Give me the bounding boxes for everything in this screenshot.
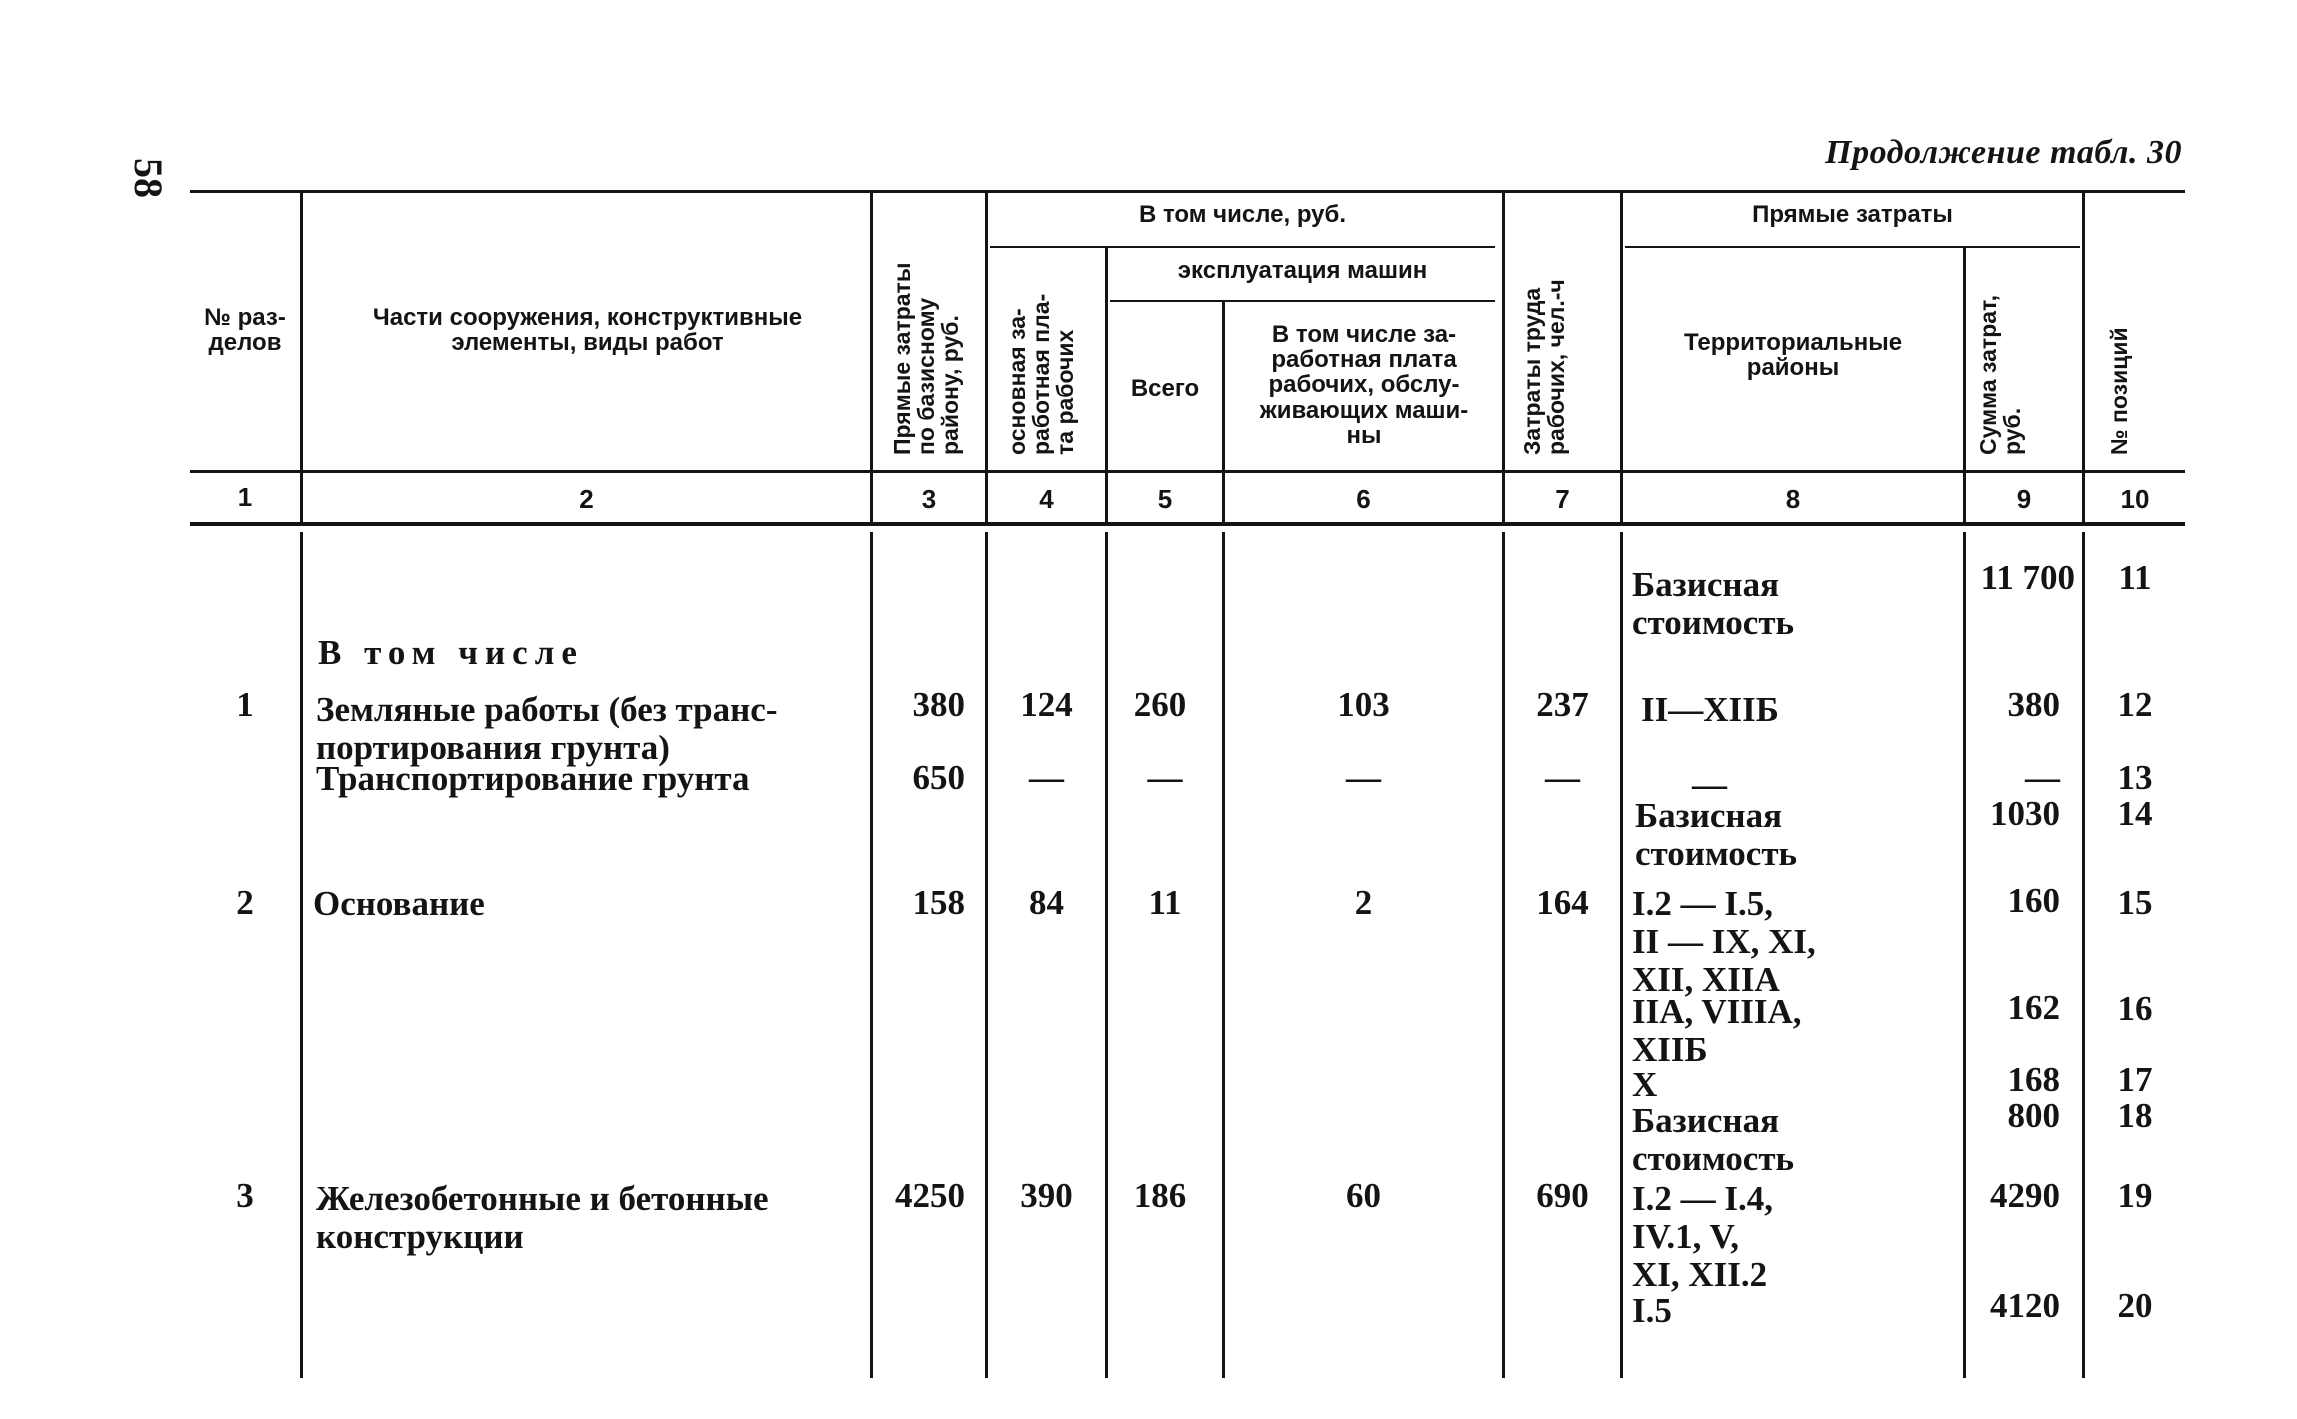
row-work-part: Железобетонные и бетонные конструкции bbox=[316, 1179, 769, 1256]
row-sum: 168 bbox=[2007, 1060, 2060, 1099]
header-machines-total: Всего bbox=[1130, 375, 1200, 402]
row-basic-wages: 390 bbox=[1020, 1176, 1073, 1215]
column-number: 1 bbox=[237, 482, 253, 512]
column-number: 2 bbox=[579, 484, 594, 514]
column-number: 6 bbox=[1356, 484, 1371, 514]
column-numbers-rule bbox=[190, 522, 2185, 526]
row-machine-wages: 60 bbox=[1346, 1176, 1381, 1215]
header-divider bbox=[2082, 193, 2085, 523]
subheading-including: В том числе bbox=[318, 633, 584, 672]
column-number: 9 bbox=[2016, 484, 2032, 514]
column-number: 5 bbox=[1157, 484, 1173, 514]
header-territorial-regions: Территориальные районы bbox=[1683, 329, 1903, 382]
header-divider bbox=[870, 193, 873, 523]
header-group-machines: эксплуатация машин bbox=[1177, 257, 1428, 284]
row-region: X bbox=[1632, 1065, 1658, 1104]
column-number: 10 bbox=[2120, 484, 2150, 514]
header-section-number: № раз- делов bbox=[204, 304, 286, 357]
header-labor-costs: Затраты труда рабочих, чел.-ч bbox=[1519, 279, 1570, 455]
row-section-number: 1 bbox=[236, 685, 254, 724]
body-divider bbox=[1105, 532, 1108, 1378]
row-machine-wages: 103 bbox=[1337, 685, 1390, 724]
row-machines-total: 186 bbox=[1133, 1176, 1187, 1215]
row-machines-total: 11 bbox=[1148, 883, 1182, 922]
row-position: 18 bbox=[2117, 1096, 2153, 1135]
row-position: 13 bbox=[2117, 758, 2153, 797]
row-position: 20 bbox=[2117, 1286, 2153, 1325]
row-sum: 4120 bbox=[1990, 1286, 2060, 1325]
row-machine-wages: — bbox=[1346, 758, 1381, 797]
row-sum: 1030 bbox=[1990, 794, 2060, 833]
table-top-rule bbox=[190, 190, 2185, 193]
row-sum: 11 700 bbox=[1980, 558, 2075, 597]
row-machines-total: 260 bbox=[1133, 685, 1187, 724]
column-number: 3 bbox=[921, 484, 937, 514]
row-position: 19 bbox=[2117, 1176, 2153, 1215]
header-position-number: № позиций bbox=[2106, 327, 2132, 455]
header-structure-parts: Части сооружения, конструктивные элементы, виды работ bbox=[372, 304, 803, 357]
row-position: 16 bbox=[2117, 989, 2153, 1028]
body-divider bbox=[2082, 532, 2085, 1378]
row-work-part: Транспортирование грунта bbox=[316, 759, 750, 798]
body-divider bbox=[1222, 532, 1225, 1378]
body-divider bbox=[870, 532, 873, 1378]
row-position: 15 bbox=[2117, 883, 2153, 922]
row-sum: 162 bbox=[2007, 988, 2060, 1027]
row-position: 11 bbox=[2118, 558, 2152, 597]
column-number: 8 bbox=[1785, 484, 1801, 514]
row-labor: 690 bbox=[1536, 1176, 1589, 1215]
row-work-part: Основание bbox=[313, 884, 485, 923]
row-direct-costs: 4250 bbox=[895, 1176, 965, 1215]
header-divider bbox=[1502, 193, 1505, 523]
row-region: Базисная стоимость bbox=[1635, 796, 1798, 873]
row-section-number: 3 bbox=[236, 1176, 254, 1215]
row-position: 14 bbox=[2117, 794, 2153, 833]
row-machine-wages: 2 bbox=[1354, 883, 1373, 922]
row-region: I.2 — I.4, IV.1, V, XI, XII.2 bbox=[1632, 1179, 1773, 1294]
header-group-direct: Прямые затраты bbox=[1752, 201, 1953, 228]
group-rule-direct bbox=[1625, 246, 2080, 248]
header-basic-wages: основная за- работная пла- та рабочих bbox=[1004, 293, 1079, 455]
group-rule-machines bbox=[1110, 300, 1495, 302]
column-number: 7 bbox=[1555, 484, 1570, 514]
page-number: 58 bbox=[126, 158, 171, 198]
column-number: 4 bbox=[1039, 484, 1054, 514]
header-direct-costs-base: Прямые затраты по базисному району, руб. bbox=[889, 262, 964, 455]
row-direct-costs: 158 bbox=[912, 883, 965, 922]
row-labor: 237 bbox=[1536, 685, 1589, 724]
header-group-including: В том числе, руб. bbox=[1138, 201, 1347, 228]
row-direct-costs: 650 bbox=[912, 758, 965, 797]
row-basic-wages: 124 bbox=[1020, 685, 1073, 724]
row-work-part: Земляные работы (без транс- портирования грунта) bbox=[316, 690, 778, 767]
row-region: Базисная стоимость bbox=[1632, 1101, 1795, 1178]
row-region: I.5 bbox=[1632, 1291, 1672, 1330]
header-bottom-rule bbox=[190, 470, 2185, 473]
row-machines-total: — bbox=[1147, 758, 1183, 797]
row-sum: 160 bbox=[2007, 881, 2060, 920]
row-sum: 4290 bbox=[1990, 1176, 2060, 1215]
row-sum: 380 bbox=[2007, 685, 2060, 724]
row-basic-wages: — bbox=[1029, 758, 1064, 797]
row-labor: 164 bbox=[1536, 883, 1589, 922]
row-position: 12 bbox=[2117, 685, 2153, 724]
row-position: 17 bbox=[2117, 1060, 2153, 1099]
header-cost-sum: Сумма затрат, руб. bbox=[1975, 295, 2026, 455]
body-divider bbox=[985, 532, 988, 1378]
row-basic-wages: 84 bbox=[1029, 883, 1064, 922]
row-sum: 800 bbox=[2007, 1096, 2060, 1135]
table-continuation-title: Продолжение табл. 30 bbox=[1825, 134, 2182, 171]
body-divider bbox=[300, 532, 303, 1378]
row-section-number: 2 bbox=[236, 883, 254, 922]
body-divider bbox=[1502, 532, 1505, 1378]
body-divider bbox=[1620, 532, 1623, 1378]
header-divider bbox=[1963, 248, 1966, 523]
group-rule-incl bbox=[990, 246, 1495, 248]
body-divider bbox=[1963, 532, 1966, 1378]
header-divider bbox=[985, 193, 988, 523]
row-region: II—XIIБ bbox=[1641, 690, 1779, 729]
row-sum: — bbox=[2025, 758, 2060, 797]
row-region: Базисная стоимость bbox=[1632, 565, 1795, 642]
header-divider bbox=[300, 193, 303, 523]
row-region: — bbox=[1692, 765, 1727, 804]
row-region: I.2 — I.5, II — IX, XI, XII, XIIA bbox=[1632, 884, 1816, 999]
row-labor: — bbox=[1545, 758, 1580, 797]
row-direct-costs: 380 bbox=[912, 685, 965, 724]
header-machine-operator-wages: В том числе за- работная плата рабочих, обслу- живающих маши- ны bbox=[1259, 321, 1469, 449]
row-region: IIA, VIIIA, XIIБ bbox=[1632, 992, 1802, 1069]
